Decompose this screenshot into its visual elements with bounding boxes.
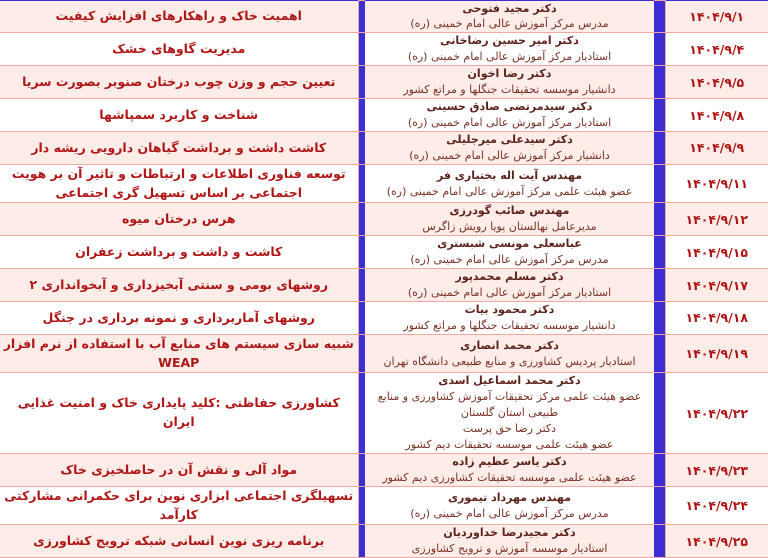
presenter-line: استادیار پردیس کشاورزی و منابع طبیعی دانشگاه تهران xyxy=(383,354,636,368)
row-date: ۱۴۰۴/۹/۱۲ xyxy=(665,203,768,236)
presenter-line: استادیار موسسه آموزش و ترویج کشاورزی xyxy=(411,542,608,556)
row-divider-right xyxy=(654,236,665,269)
row-divider-right xyxy=(654,99,665,132)
table-row xyxy=(0,334,768,373)
row-date: ۱۴۰۴/۹/۲۳ xyxy=(665,454,768,487)
row-date: ۱۴۰۴/۹/۱۷ xyxy=(665,269,768,302)
row-divider-right xyxy=(654,66,665,99)
row-divider-left xyxy=(358,1,365,33)
presenter-line: مهندس آیت اله بختیاری فر xyxy=(436,168,583,182)
row-date: ۱۴۰۴/۹/۲۲ xyxy=(665,373,768,454)
presenter-line: دکتر رضا اخوان xyxy=(467,67,552,81)
row-title: شبیه سازی سیستم های منابع آب با استفاده از نرم افزار WEAP xyxy=(0,334,358,373)
row-title: اهمیت خاک و راهکارهای افزایش کیفیت xyxy=(0,1,358,33)
row-date: ۱۴۰۴/۹/۱۸ xyxy=(665,302,768,335)
row-date: ۱۴۰۴/۹/۱ xyxy=(665,1,768,33)
presenter-line: دکتر رضا حق پرست xyxy=(462,422,557,436)
presenter-line: دکتر محمد انصاری xyxy=(460,338,559,352)
row-presenter xyxy=(365,269,654,302)
presenter-line: مهندس مهرداد تیموری xyxy=(447,490,572,504)
presenter-line: عضو هیئت علمی مرکز آموزش عالی امام خمینی (ره) xyxy=(386,184,633,198)
table-row xyxy=(0,66,768,99)
row-divider-right xyxy=(654,454,665,487)
presenter-line: دانشیار موسسه تحقیقات جنگلها و مراتع کشور xyxy=(403,83,616,97)
row-divider-left xyxy=(358,454,365,487)
table-row xyxy=(0,486,768,525)
table-row xyxy=(0,164,768,203)
presenter-line: مدرس مرکز آموزش عالی امام خمینی (ره) xyxy=(410,253,609,267)
row-divider-right xyxy=(654,373,665,454)
presenter-line: عضو هیئت علمی مرکز تحقیقات آموزش کشاورزی و منابع طبیعی استان گلستان xyxy=(377,390,642,420)
presenter-line: مهندس صائب گودرزی xyxy=(449,204,570,218)
row-divider-right xyxy=(654,33,665,66)
row-title: کشاورزی حفاظتی :کلید پایداری خاک و امنیت غذایی ایران xyxy=(0,373,358,454)
row-divider-right xyxy=(654,269,665,302)
row-presenter xyxy=(365,302,654,335)
row-date: ۱۴۰۴/۹/۹ xyxy=(665,132,768,165)
presenter-line: عباسعلی مونسی شبستری xyxy=(437,237,582,251)
presenter-line: دکتر محمود بیات xyxy=(464,303,555,316)
table-row xyxy=(0,302,768,335)
row-divider-left xyxy=(358,236,365,269)
presenter-line: دکتر یاسر عظیم زاده xyxy=(452,455,567,469)
row-divider-right xyxy=(654,302,665,335)
row-divider-right xyxy=(654,203,665,236)
row-divider-left xyxy=(358,302,365,335)
presenter-line: دکتر امیر حسین رضاخانی xyxy=(440,34,579,48)
table-row xyxy=(0,454,768,487)
row-divider-left xyxy=(358,33,365,66)
row-presenter xyxy=(365,132,654,165)
row-divider-right xyxy=(654,164,665,203)
presenter-line: دکتر سیدمرتضی صادق حسینی xyxy=(426,100,593,114)
row-divider-left xyxy=(358,203,365,236)
table-row xyxy=(0,525,768,558)
row-date: ۱۴۰۴/۹/۸ xyxy=(665,99,768,132)
table-row xyxy=(0,132,768,165)
presenter-line: عضو هیئت علمی موسسه تحقیقات دیم کشور xyxy=(405,438,614,452)
row-divider-left xyxy=(358,132,365,165)
presenter-line: دانشیار مرکز آموزش عالی امام خمینی (ره) xyxy=(409,148,610,162)
row-title: هرس درختان میوه xyxy=(0,203,358,236)
row-divider-left xyxy=(358,486,365,525)
row-title: توسعه فناوری اطلاعات و ارتباطات و تاثیر آن بر هویت اجتماعی بر اساس تسهیل گری اجتماعی xyxy=(0,164,358,203)
presenter-line: مدرس مرکز آموزش عالی امام خمینی (ره) xyxy=(410,17,609,31)
presenter-line: دکتر سیدعلی میرجلیلی xyxy=(446,133,573,146)
presenter-line: دکتر مجیدرضا خداوردیان xyxy=(443,526,576,540)
row-presenter xyxy=(365,334,654,373)
row-title: تسهیلگری اجتماعی ابزاری نوین برای حکمرانی مشارکتی کارآمد xyxy=(0,486,358,525)
table-row xyxy=(0,373,768,454)
row-presenter xyxy=(365,486,654,525)
row-title: کاشت داشت و برداشت گیاهان دارویی ریشه دار xyxy=(0,132,358,165)
row-divider-left xyxy=(358,164,365,203)
presenter-line: استادیار مرکز آموزش عالی امام خمینی (ره) xyxy=(407,116,612,130)
row-title: شناخت و کاربرد سمپاشها xyxy=(0,99,358,132)
row-presenter xyxy=(365,1,654,33)
row-date: ۱۴۰۴/۹/۲۴ xyxy=(665,486,768,525)
row-title: تعیین حجم و وزن چوب درختان صنوبر بصورت سریا xyxy=(0,66,358,99)
row-title: روشهای بومی و سنتی آبخیزداری و آبخوانداری ۲ xyxy=(0,269,358,302)
row-presenter xyxy=(365,454,654,487)
presenter-line: دکتر محمد اسماعیل اسدی xyxy=(438,374,581,388)
row-date: ۱۴۰۴/۹/۵ xyxy=(665,66,768,99)
row-divider-left xyxy=(358,334,365,373)
presenter-line: دانشیار موسسه تحقیقات جنگلها و مراتع کشور xyxy=(403,318,616,332)
table-row xyxy=(0,99,768,132)
row-date: ۱۴۰۴/۹/۱۹ xyxy=(665,334,768,373)
row-divider-right xyxy=(654,334,665,373)
row-divider-left xyxy=(358,66,365,99)
row-presenter xyxy=(365,373,654,454)
row-title: مواد آلی و نقش آن در حاصلخیزی خاک xyxy=(0,454,358,487)
row-presenter xyxy=(365,525,654,558)
presenter-line: استادیار مرکز آموزش عالی امام خمینی (ره) xyxy=(407,50,612,64)
row-divider-right xyxy=(654,1,665,33)
row-divider-right xyxy=(654,525,665,558)
presenter-line: عضو هیئت علمی موسسه تحقیقات کشاورزی دیم کشور xyxy=(382,471,637,484)
row-title: برنامه ریزی نوین انسانی شبکه ترویج کشاورزی xyxy=(0,525,358,558)
presenter-line: مدیرعامل نهالستان پویا رویش زاگرس xyxy=(422,220,597,234)
row-divider-right xyxy=(654,132,665,165)
table-row xyxy=(0,33,768,66)
row-presenter xyxy=(365,99,654,132)
row-title: مدیریت گاوهای خشک xyxy=(0,33,358,66)
row-presenter xyxy=(365,203,654,236)
table-row xyxy=(0,203,768,236)
presenter-line: دکتر مسلم محمدپور xyxy=(455,270,564,284)
table-row xyxy=(0,269,768,302)
row-title: روشهای آماربرداری و نمونه برداری در جنگل xyxy=(0,302,358,335)
schedule-table-body xyxy=(0,1,768,558)
row-date: ۱۴۰۴/۹/۴ xyxy=(665,33,768,66)
row-title: کاشت و داشت و برداشت زعفران xyxy=(0,236,358,269)
row-divider-left xyxy=(358,525,365,558)
presenter-line: دکتر مجید فتوحی xyxy=(462,1,557,15)
table-row xyxy=(0,1,768,33)
row-date: ۱۴۰۴/۹/۱۱ xyxy=(665,164,768,203)
presenter-line: مدرس مرکز آموزش عالی امام خمینی (ره) xyxy=(410,506,609,520)
row-divider-left xyxy=(358,373,365,454)
row-divider-right xyxy=(654,486,665,525)
row-divider-left xyxy=(358,269,365,302)
row-date: ۱۴۰۴/۹/۲۵ xyxy=(665,525,768,558)
row-presenter xyxy=(365,66,654,99)
row-presenter xyxy=(365,236,654,269)
row-divider-left xyxy=(358,99,365,132)
row-presenter xyxy=(365,164,654,203)
row-presenter xyxy=(365,33,654,66)
presenter-line: استادیار مرکز آموزش عالی امام خمینی (ره) xyxy=(407,286,612,300)
table-row xyxy=(0,236,768,269)
row-date: ۱۴۰۴/۹/۱۵ xyxy=(665,236,768,269)
